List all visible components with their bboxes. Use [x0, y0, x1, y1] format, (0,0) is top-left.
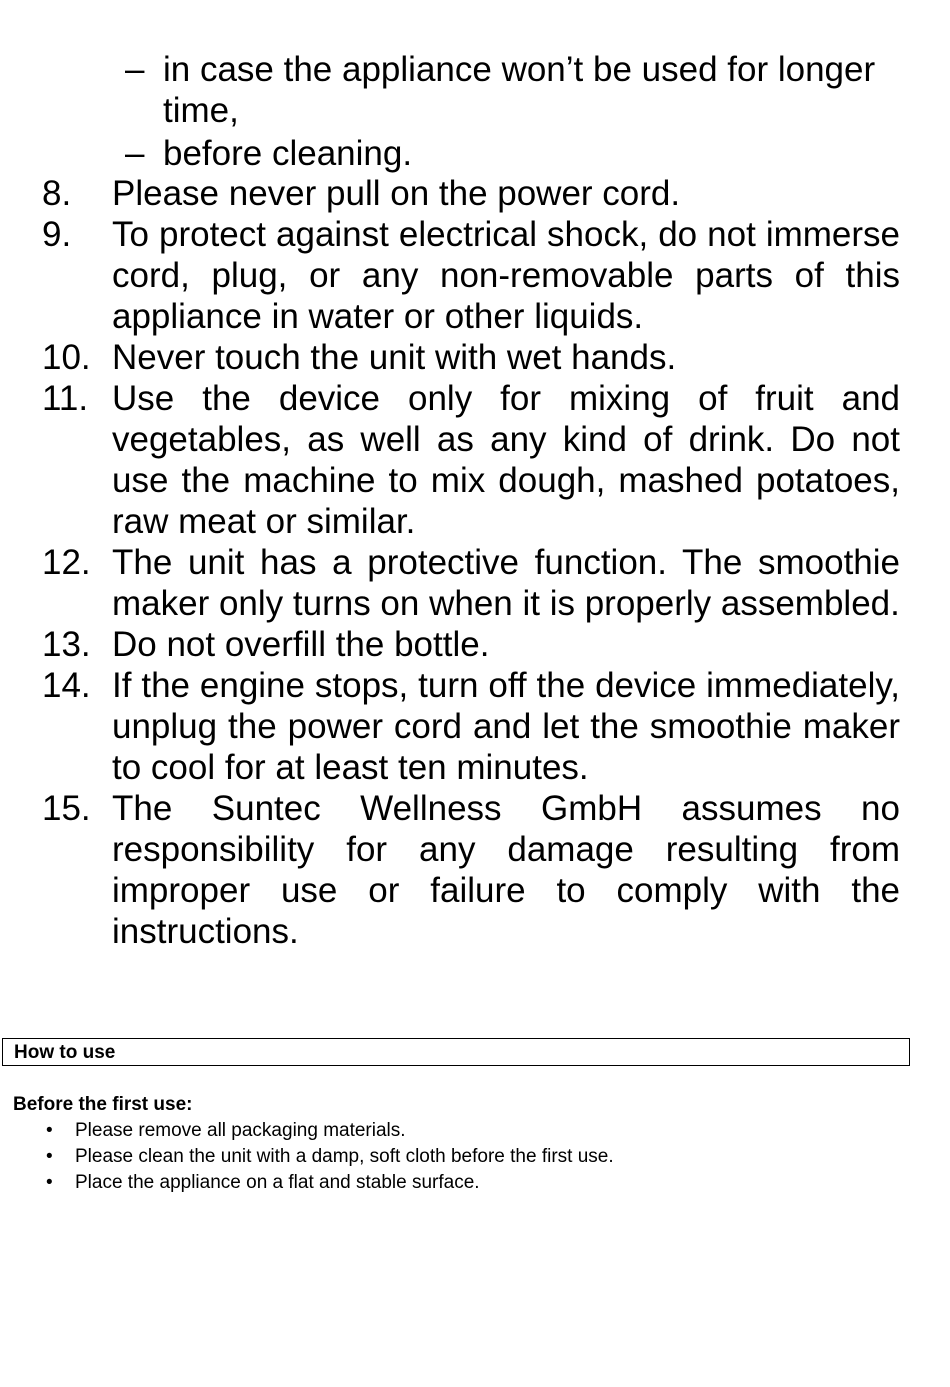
item-number: 12. [42, 543, 91, 582]
item-number: 13. [42, 625, 91, 664]
dash-item-text: in case the appliance won’t be used for longer time, [163, 50, 876, 130]
section-title: How to use [14, 1042, 116, 1063]
item-text: If the engine stops, turn off the device immediately, unplug the power cord and let the smoothie maker to cool for at least ten minutes. [112, 666, 900, 787]
dash-list-item [125, 49, 900, 131]
first-use-bullet-list [46, 1118, 906, 1196]
bullet-text: Please clean the unit with a damp, soft cloth before the first use. [75, 1146, 614, 1167]
item-number: 9. [42, 215, 72, 254]
list-item [42, 173, 900, 214]
item-number: 8. [42, 174, 72, 213]
list-item [42, 624, 900, 665]
list-item [42, 542, 900, 624]
bullet-marker: • [46, 1120, 53, 1141]
item-number: 10. [42, 338, 91, 377]
dash-list-item [125, 133, 900, 174]
bullet-marker: • [46, 1146, 53, 1167]
item-text: Use the device only for mixing of fruit and vegetables, as well as any kind of drink. Do not use the machine to mix dough, mashed potatoes, raw meat or similar. [112, 379, 900, 541]
item-text: Never touch the unit with wet hands. [112, 338, 677, 377]
list-item [42, 665, 900, 788]
item-text: The Suntec Wellness GmbH assumes no responsibility for any damage resulting from improper use or failure to comply with the instructions. [112, 789, 900, 951]
section-header-box [2, 1038, 910, 1066]
dash-marker: – [125, 50, 145, 89]
item-text: Please never pull on the power cord. [112, 174, 681, 213]
item-text: Do not overfill the bottle. [112, 625, 490, 664]
list-item [42, 337, 900, 378]
item-text: The unit has a protective function. The smoothie maker only turns on when it is properly assembled. [112, 543, 900, 623]
bullet-marker: • [46, 1172, 53, 1193]
dash-marker: – [125, 134, 145, 173]
item-number: 11. [42, 379, 89, 418]
safety-instructions-list [42, 173, 900, 952]
list-item [42, 788, 900, 952]
list-item [42, 214, 900, 337]
bullet-text: Please remove all packaging materials. [75, 1120, 406, 1141]
list-item [42, 378, 900, 542]
bullet-item [46, 1170, 906, 1196]
item-text: To protect against electrical shock, do not immerse cord, plug, or any non-removable parts of this appliance in water or other liquids. [112, 215, 900, 336]
bullet-item [46, 1144, 906, 1170]
bullet-item [46, 1118, 906, 1144]
dash-item-text: before cleaning. [163, 134, 413, 173]
item-number: 14. [42, 666, 91, 705]
item-number: 15. [42, 789, 91, 828]
bullet-text: Place the appliance on a flat and stable surface. [75, 1172, 480, 1193]
subsection-heading: Before the first use: [13, 1094, 193, 1115]
